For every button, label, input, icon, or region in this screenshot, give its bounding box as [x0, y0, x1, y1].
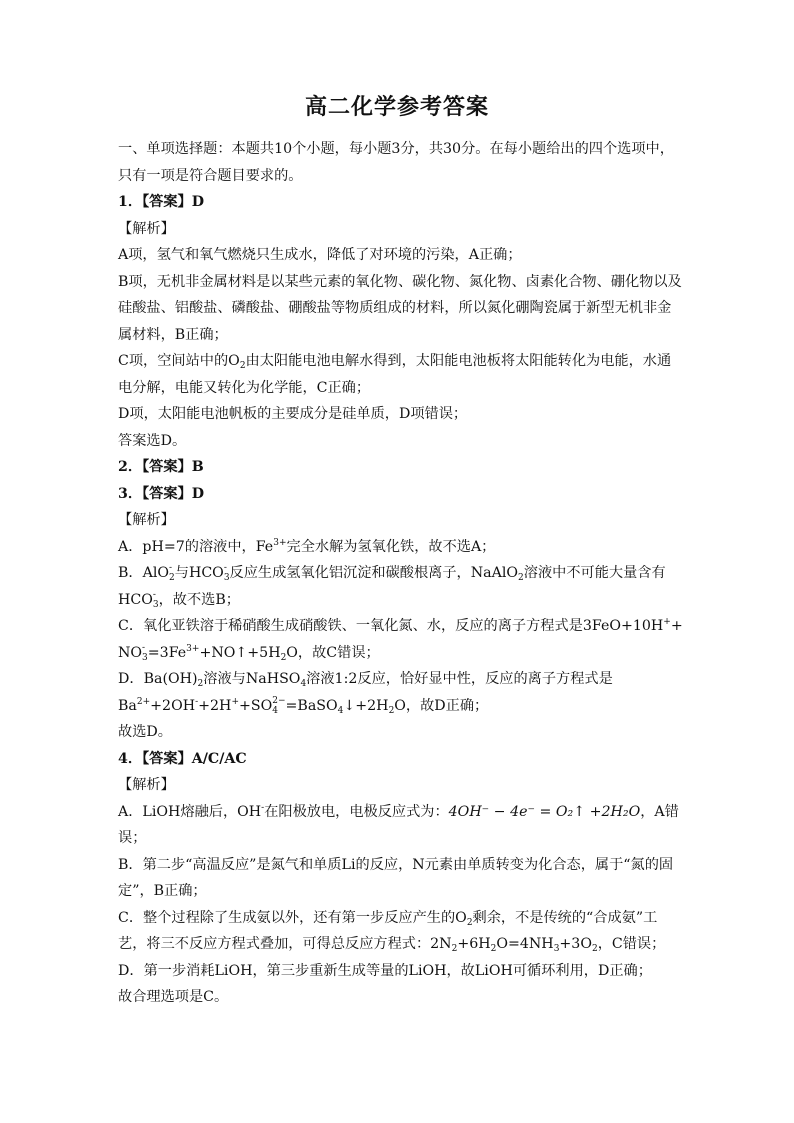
- q3-d2-sup2: -: [195, 696, 199, 707]
- q3-d2-sup3: +: [231, 696, 239, 707]
- q3-c2-d: O，故C错误；: [286, 644, 380, 661]
- q1-answer: 1．【答案】D: [118, 194, 205, 210]
- q4-option-d: D．第一步消耗LiOH，第三步重新生成等量的LiOH，故LiOH可循环利用，D正确；: [118, 962, 652, 979]
- q3-b2-a: HCO: [118, 591, 153, 608]
- q2-answer: 2．【答案】B: [118, 459, 204, 475]
- q4-a-post: ，A错误；: [118, 803, 679, 846]
- q3-analysis-label: 【解析】: [118, 512, 175, 528]
- q4-c-sub2: 2: [451, 944, 458, 954]
- q3-d2-sub2: 2: [388, 705, 395, 716]
- q3-c2-sub: 2: [280, 652, 287, 663]
- q4-c-mid: 剩余，不是传统的“合成氨”工艺，将三不反应方程式叠加，可得总反应方程式：2N: [118, 909, 658, 952]
- q4-c-pre: C．整个过程除了生成氨以外，还有第一步反应产生的O: [118, 909, 467, 926]
- q1-analysis-label: 【解析】: [118, 220, 175, 237]
- q3-d2-c: +2H: [198, 697, 232, 714]
- q3-option-b-line1: [118, 560, 684, 587]
- q3-d1-c: 溶液1:2反应，恰好显中性，反应的离子方程式是: [306, 671, 613, 687]
- q3-d2-sub: 4: [337, 705, 344, 716]
- q1-c-post: 由太阳能电池电解水得到，太阳能电池板将太阳能转化为电能，水通电分解，电能又转化为化学能，C正确；: [118, 353, 672, 396]
- page-title: 高二化学参考答案: [304, 94, 489, 120]
- q4-c-sub1: 2: [466, 917, 473, 928]
- q3-d2-d: +SO: [238, 697, 273, 714]
- q3-a-post: 完全水解为氢氧化铁，故不选A；: [286, 538, 496, 555]
- q3-d2-e: =BaSO: [285, 697, 338, 714]
- q4-c-sub5: 2: [591, 944, 598, 954]
- q3-b2-b: ，故不选B；: [158, 591, 240, 608]
- ion-sub: 3: [142, 652, 148, 663]
- q3-d1-a: D．Ba(OH): [118, 671, 198, 687]
- q1-option-a: A项，氢气和氧气燃烧只生成水，降低了对环境的污染，A正确；: [118, 247, 522, 263]
- q4-conclusion: 故合理选项是C。: [118, 989, 229, 1005]
- q1-conclusion: 答案选D。: [118, 432, 187, 449]
- q3-conclusion: 故选D。: [118, 724, 172, 740]
- q1-option-d: D项，太阳能电池帆板的主要成分是硅单质，D项错误；: [118, 406, 468, 422]
- q1-c-sub: 2: [239, 361, 246, 371]
- q3-option-d-line2: [118, 693, 684, 720]
- ion-charge: 2−: [272, 695, 286, 706]
- q3-d1-sub2: 4: [300, 679, 307, 689]
- q4-c-mid3: O=4NH: [496, 936, 554, 952]
- q3-c2-a: NO: [118, 644, 143, 661]
- q3-d2-b: +2OH: [150, 697, 196, 714]
- ion-sub: 2: [169, 573, 175, 583]
- q3-b1-a: B．AlO: [118, 565, 170, 581]
- q1-option-b: B项，无机非金属材料是以某些元素的氧化物、碳化物、氮化物、卤素化合物、硼化物以及硅酸盐、铝酸盐、磷酸盐、硼酸盐等物质组成的材料，所以氮化硼陶瓷属于新型无机非金属材料，B正确；: [118, 273, 682, 343]
- q3-c1-end: +: [670, 618, 683, 634]
- q4-a-equation: 4OH⁻ − 4e⁻ = O₂↑ +2H₂O: [448, 803, 641, 820]
- q3-option-c-line2: [118, 640, 684, 667]
- q4-a-pre: A．LiOH熔融后，OH: [118, 803, 262, 820]
- section-intro: 一、单项选择题：本题共10个小题，每小题3分，共30分。在每小题给出的四个选项中，只有一项是符合题目要求的。: [118, 141, 674, 184]
- q4-c-sub4: 3: [553, 944, 560, 954]
- q4-c-mid4: +3O: [559, 936, 592, 952]
- ion-so4: [272, 696, 285, 716]
- q3-c2-c: +NO↑+5H: [199, 644, 281, 661]
- q3-a-sup: 3+: [273, 537, 287, 548]
- q3-d2-a: Ba: [118, 697, 137, 714]
- q4-c-mid2: +6H: [457, 936, 491, 952]
- q3-option-b-line2: [118, 587, 684, 614]
- q4-analysis-label: 【解析】: [118, 777, 175, 793]
- q1-option-c: [118, 348, 684, 401]
- q4-option-b: B．第二步“高温反应”是氮气和单质Li的反应，N元素由单质转变为化合态，属于“氮的固定”，B正确；: [118, 856, 674, 899]
- q3-d2-sup: 2+: [136, 696, 151, 707]
- q3-c2-sup: 3+: [186, 643, 200, 654]
- q3-b1-c: 反应生成氢氧化铝沉淀和碳酸根离子，NaAlO: [229, 565, 519, 581]
- q3-c1-sup: +: [663, 617, 671, 627]
- answer-content: [118, 136, 684, 1011]
- q3-a-pre: A．pH=7的溶液中，Fe: [118, 538, 274, 555]
- q4-a-mid: 在阳极放电，电极反应式为：: [264, 803, 449, 820]
- q3-option-c-line1: [118, 613, 684, 640]
- q3-option-a: [118, 534, 684, 561]
- q3-b1-sub: 2: [518, 573, 524, 583]
- q3-d1-sub: 2: [197, 679, 204, 689]
- q1-c-pre: C项，空间站中的O: [118, 353, 240, 369]
- ion-charge: -: [169, 563, 173, 573]
- q4-c-sub3: 2: [490, 944, 497, 954]
- q3-d2-g: O，故D正确；: [394, 697, 489, 714]
- q3-option-d-line1: [118, 666, 684, 693]
- ion-sub: 3: [152, 599, 159, 610]
- q3-b1-d: 溶液中不可能大量含有: [523, 565, 666, 581]
- q3-d2-f: ↓+2H: [343, 697, 389, 714]
- q4-answer: 4．【答案】A/C/AC: [118, 750, 247, 767]
- q3-c1: C．氧化亚铁溶于稀硝酸生成硝酸铁、一氧化氮、水，反应的离子方程式是3FeO+10H: [118, 618, 664, 634]
- q4-option-a: [118, 799, 684, 852]
- q4-c-post: ，C错误；: [597, 936, 666, 952]
- ion-charge: -: [142, 642, 146, 653]
- q4-option-c: [118, 905, 684, 958]
- ion-charge: -: [223, 563, 227, 573]
- q3-c2-b: =3Fe: [147, 644, 187, 661]
- q4-a-sup: -: [261, 802, 265, 813]
- ion-sub: 4: [272, 705, 278, 716]
- q3-answer: 3．【答案】D: [118, 485, 205, 502]
- q3-d1-b: 溶液与NaHSO: [203, 671, 301, 687]
- ion-charge: -: [152, 589, 156, 600]
- q3-b1-b: 与HCO: [174, 565, 224, 581]
- ion-sub: 3: [223, 573, 230, 583]
